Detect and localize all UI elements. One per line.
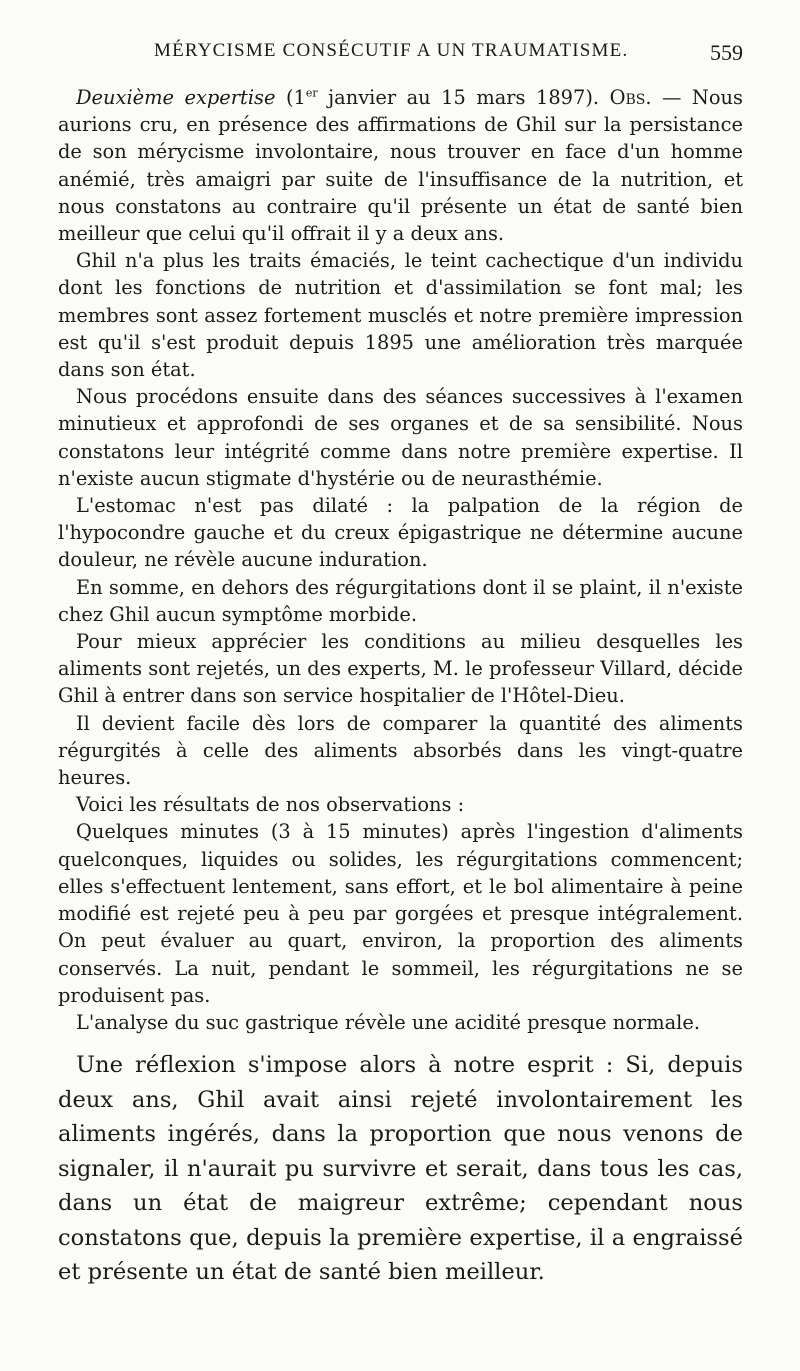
paragraph: Ghil n'a plus les traits émaciés, le teint cachectique d'un individu dont les fonctions de nutrition et d'assimilation se font mal; les membres sont assez fortement musclés et notre première impression est qu'il s'est produit depuis 1895 une amélioration très marquée dans son état. (58, 249, 743, 382)
paragraph: Pour mieux apprécier les conditions au milieu desquelles les aliments sont rejetés, un des experts, M. le professeur Villard, décide Ghil à entrer dans son service hospitalier de l'Hôtel-Dieu. (58, 630, 743, 708)
date-rest: janvier au 15 mars 1897). (317, 86, 610, 109)
paragraph: L'estomac n'est pas dilaté : la palpation de la région de l'hypocondre gauche et du creux épigastrique ne détermine aucune douleur, ne révèle aucune induration. (58, 494, 743, 572)
paragraph-large-print: Une réflexion s'impose alors à notre esprit : Si, depuis deux ans, Ghil avait ainsi rejeté involontairement les aliments ingérés, dans la proportion que nous venons de signaler, il n'aurait pu survivre et serait, dans tous les cas, dans un état de maigreur extrême; cependant nous constatons que, depuis la première expertise, il a engraissé et présente un état de santé bien meilleur. (58, 1052, 743, 1286)
running-title: MÉRYCISME CONSÉCUTIF A UN TRAUMATISME. (154, 40, 629, 61)
paragraph: Il devient facile dès lors de comparer la quantité des aliments régurgités à celle des aliments absorbés dans les vingt-quatre heures. (58, 711, 743, 790)
page-header (58, 40, 743, 74)
paragraph: Quelques minutes (3 à 15 minutes) après l'ingestion d'aliments quelconques, liquides ou solides, les régurgitations commencent; elles s'effectuent lentement, sans effort, et le bol alimentaire à peine modifié est rejeté peu à peu par gorgées et presque intégralement. On peut évaluer au quart, environ, la proportion des aliments conservés. La nuit, pendant le sommeil, les régurgitations ne se produisent pas. (58, 820, 743, 1007)
section-heading-italic: Deuxième expertise (76, 86, 276, 109)
paragraph-deuxieme-expertise (58, 84, 743, 247)
obs-label: Obs. (609, 86, 652, 109)
paragraph-text: — Nous aurions cru, en présence des affirmations de Ghil sur la persistance de son mérycisme involontaire, nous trouver en face d'un homme anémié, très amaigri par suite de l'insuffisance de la nutrition, et nous constatons au contraire qu'il présente un état de santé bien meilleur que celui qu'il offrait il y a deux ans. (58, 86, 743, 246)
paragraph: En somme, en dehors des régurgitations dont il se plaint, il n'existe chez Ghil aucun symptôme morbide. (58, 575, 743, 626)
page-number: 559 (710, 40, 743, 65)
date-superscript: er (305, 86, 318, 100)
paragraph: Nous procédons ensuite dans des séances successives à l'examen minutieux et approfondi de ses organes et de sa sensibilité. Nous constatons leur intégrité comme dans notre première expertise. Il n'existe aucun stigmate d'hystérie ou de neurasthémie. (58, 385, 743, 490)
date-open: (1 (275, 86, 306, 109)
paragraph: L'analyse du suc gastrique révèle une acidité presque normale. (76, 1010, 700, 1034)
body-text (58, 84, 743, 1290)
book-page (58, 40, 743, 1290)
paragraph: Voici les résultats de nos observations : (76, 793, 465, 817)
